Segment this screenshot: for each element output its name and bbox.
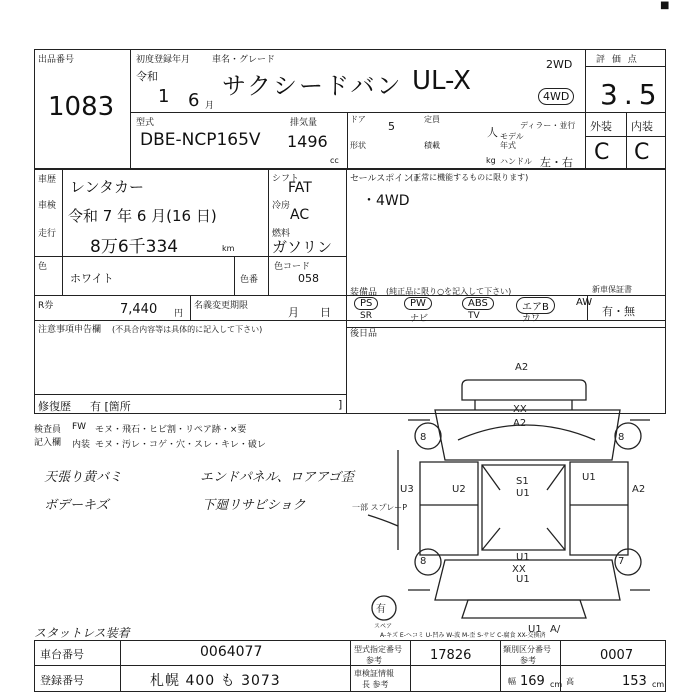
- dims-label2: 長 参考: [362, 680, 389, 689]
- caution-note: (不具合内容等は具体的に記入して下さい): [112, 325, 263, 334]
- chassis-value: 0064077: [200, 644, 263, 660]
- equipment-item: SR: [360, 311, 372, 321]
- expiry-label: 名義変更期限: [194, 301, 249, 311]
- equipment-note: (純正品に限り○を記入して下さい): [386, 287, 512, 296]
- expiry-day: 日: [320, 306, 331, 319]
- displacement: 1496: [287, 132, 328, 151]
- diagram-label: 有: [376, 604, 386, 615]
- diagram-label: U2: [452, 484, 466, 495]
- sales-point-value: ・4WD: [362, 193, 410, 209]
- warranty-value: 有・無: [602, 305, 635, 318]
- repair-label: 修復歴: [38, 400, 71, 413]
- interior-label: 内装: [631, 120, 653, 133]
- after-label: 後日品: [350, 329, 378, 339]
- history-value: レンタカー: [70, 178, 145, 196]
- corner-mark: ■: [660, 0, 670, 11]
- model-year-label: モデル年式: [500, 132, 524, 150]
- diagram-side-note: 一部 スプレーP: [352, 503, 408, 512]
- color-value: ホワイト: [70, 272, 114, 285]
- sales-point-note: (正常に機能するものに限ります): [410, 173, 529, 182]
- diagram-label: U3: [400, 484, 414, 495]
- inspector-label2: 記入欄: [34, 438, 62, 448]
- diagram-label: 8: [420, 556, 427, 567]
- note-studless: スタットレス装着: [34, 626, 130, 640]
- mileage-label: 走行: [38, 229, 57, 239]
- fuel-label: 燃料: [272, 229, 291, 239]
- doors-label: ドア: [350, 115, 366, 124]
- warranty-label: 新車保証書: [592, 285, 632, 294]
- disp-label: 排気量: [290, 118, 318, 128]
- inspector-line2: モヌ・汚レ・コゲ・穴・スレ・キレ・破レ: [95, 440, 266, 450]
- handle-label: ハンドル: [500, 157, 532, 166]
- dealer-label: ディラー・並行: [520, 121, 576, 130]
- recycle-value: 7,440: [120, 302, 158, 317]
- seats-label: 定員: [424, 115, 440, 124]
- exterior-label: 外装: [590, 120, 612, 133]
- repair-value: 有 [箇所: [90, 400, 131, 413]
- inspection-label: 車検: [38, 201, 57, 211]
- repair-close: ]: [338, 398, 343, 411]
- note-underbody: 下廻リサビショク: [202, 498, 306, 513]
- diagram-label: 8: [420, 432, 427, 443]
- equipment-row: [354, 295, 593, 324]
- mileage-value: 8万6千334: [90, 237, 179, 257]
- type-no-label2: 参考: [366, 656, 382, 665]
- width-value: 169: [520, 674, 545, 689]
- inspector-label: 検査員: [34, 425, 62, 435]
- recycle-label: R券: [38, 301, 54, 311]
- type-no-label: 型式指定番号: [354, 645, 402, 654]
- caution-label: 注意事項申告欄: [38, 325, 102, 335]
- diagram-spare-label: スペア: [374, 623, 393, 630]
- seats-unit: 人: [487, 126, 498, 139]
- score-label: 評 価 点: [596, 55, 639, 65]
- shape-label: 形状: [350, 141, 366, 150]
- drive-4wd: 4WD: [538, 88, 574, 105]
- diagram-label: S1: [516, 476, 529, 487]
- note-ceiling: 天張り黄バミ: [44, 470, 123, 485]
- class-no-value: 0007: [600, 648, 634, 663]
- diagram-label: XX: [513, 404, 527, 415]
- dims-label: 車検証情報: [354, 669, 394, 678]
- diagram-label: A2: [513, 418, 527, 429]
- diagram-label: A2: [632, 484, 646, 495]
- mileage-unit: km: [222, 244, 235, 253]
- model-label: 型式: [136, 118, 155, 128]
- diagram-label: U1: [516, 552, 530, 563]
- equipment-item: ABS: [462, 297, 494, 310]
- plate-label: 登録番号: [40, 674, 84, 687]
- diagram-label: U1: [516, 488, 530, 499]
- color-code: 058: [298, 272, 319, 285]
- reg-month-unit: 月: [205, 101, 215, 111]
- color-code-label2: 色コード: [274, 262, 311, 272]
- reg-month: 6: [188, 90, 200, 111]
- car-damage-diagram: [350, 350, 666, 640]
- sales-point-label: セールスポイント: [350, 174, 422, 184]
- width-label: 幅: [508, 677, 516, 686]
- doors: 5: [388, 120, 395, 133]
- equipment-item: AW: [576, 297, 593, 308]
- inspector-line1: モヌ・飛石・ヒビ割・リペア跡・×要: [95, 425, 247, 435]
- expiry-month: 月: [288, 306, 299, 319]
- drive-2wd: 2WD: [546, 58, 573, 71]
- car-name: サクシードバン: [222, 72, 403, 100]
- equipment-label: 装備品: [350, 288, 378, 298]
- type-no-value: 17826: [430, 648, 472, 663]
- plate-value: 札幌 400 も 3073: [150, 673, 281, 689]
- equipment-item: ナビ: [410, 314, 429, 324]
- score-value: 3.5: [600, 78, 663, 111]
- class-no-label: 類別区分番号: [503, 645, 551, 654]
- load-label: 積載: [424, 141, 440, 150]
- reg-label: 初度登録年月: [136, 55, 191, 65]
- reg-year: 1: [158, 86, 170, 107]
- inspector-naisou: 内装: [72, 440, 91, 450]
- kg-unit: kg: [486, 156, 496, 165]
- height-value: 153: [622, 674, 647, 689]
- equipment-item: TV: [468, 311, 480, 321]
- ac-value: AC: [290, 207, 310, 223]
- inspection-value: 令和 7 年 6 月(16 日): [68, 207, 217, 225]
- handle: 左・右: [540, 156, 573, 169]
- note-body-scratch: ボデーキズ: [44, 498, 109, 513]
- shift-label: シフト: [272, 174, 300, 184]
- chassis-label: 車台番号: [40, 648, 84, 661]
- diagram-label: 7: [618, 556, 625, 567]
- diagram-label: U1: [582, 472, 596, 483]
- diagram-label: U1: [516, 574, 530, 585]
- exterior-score: C: [594, 140, 610, 165]
- cc-unit: cc: [330, 156, 339, 165]
- equipment-item: PS: [354, 297, 378, 310]
- height-unit: cm: [652, 680, 665, 689]
- diagram-legend: A-キズ E-ヘコミ U-凹み W-波 M-歪 S-サビ C-腐食 XX-交換済: [380, 632, 546, 639]
- recycle-unit: 円: [174, 309, 184, 319]
- equipment-item: エアB: [516, 297, 555, 314]
- diagram-label: A/: [550, 624, 561, 635]
- equipment-item: PW: [404, 297, 432, 310]
- shift-value: FAT: [288, 180, 312, 196]
- car-name-label: 車名・グレード: [212, 55, 276, 65]
- diagram-label: U1: [528, 624, 542, 635]
- lot-number: 1083: [48, 92, 115, 122]
- diagram-label: 8: [618, 432, 625, 443]
- note-end-panel: エンドパネル、ロアアゴ歪: [200, 470, 355, 485]
- height-label: 高: [566, 677, 574, 686]
- car-grade: UL-X: [412, 66, 471, 96]
- lot-label: 出品番号: [38, 55, 75, 65]
- color-code-label: 色番: [240, 275, 259, 285]
- width-unit: cm: [550, 680, 563, 689]
- fuel-value: ガソリン: [272, 238, 333, 256]
- diagram-label: A2: [515, 362, 529, 373]
- reg-era: 令和: [136, 70, 158, 83]
- interior-score: C: [634, 140, 650, 165]
- model-code: DBE-NCP165V: [140, 130, 261, 150]
- diagram-label: XX: [512, 564, 526, 575]
- class-no-label2: 参考: [520, 656, 536, 665]
- history-label: 車歴: [38, 175, 57, 185]
- equipment-item: カワ: [522, 314, 541, 324]
- color-label: 色: [38, 262, 48, 272]
- inspector-fw: FW: [72, 422, 87, 432]
- ac-label: 冷房: [272, 201, 291, 211]
